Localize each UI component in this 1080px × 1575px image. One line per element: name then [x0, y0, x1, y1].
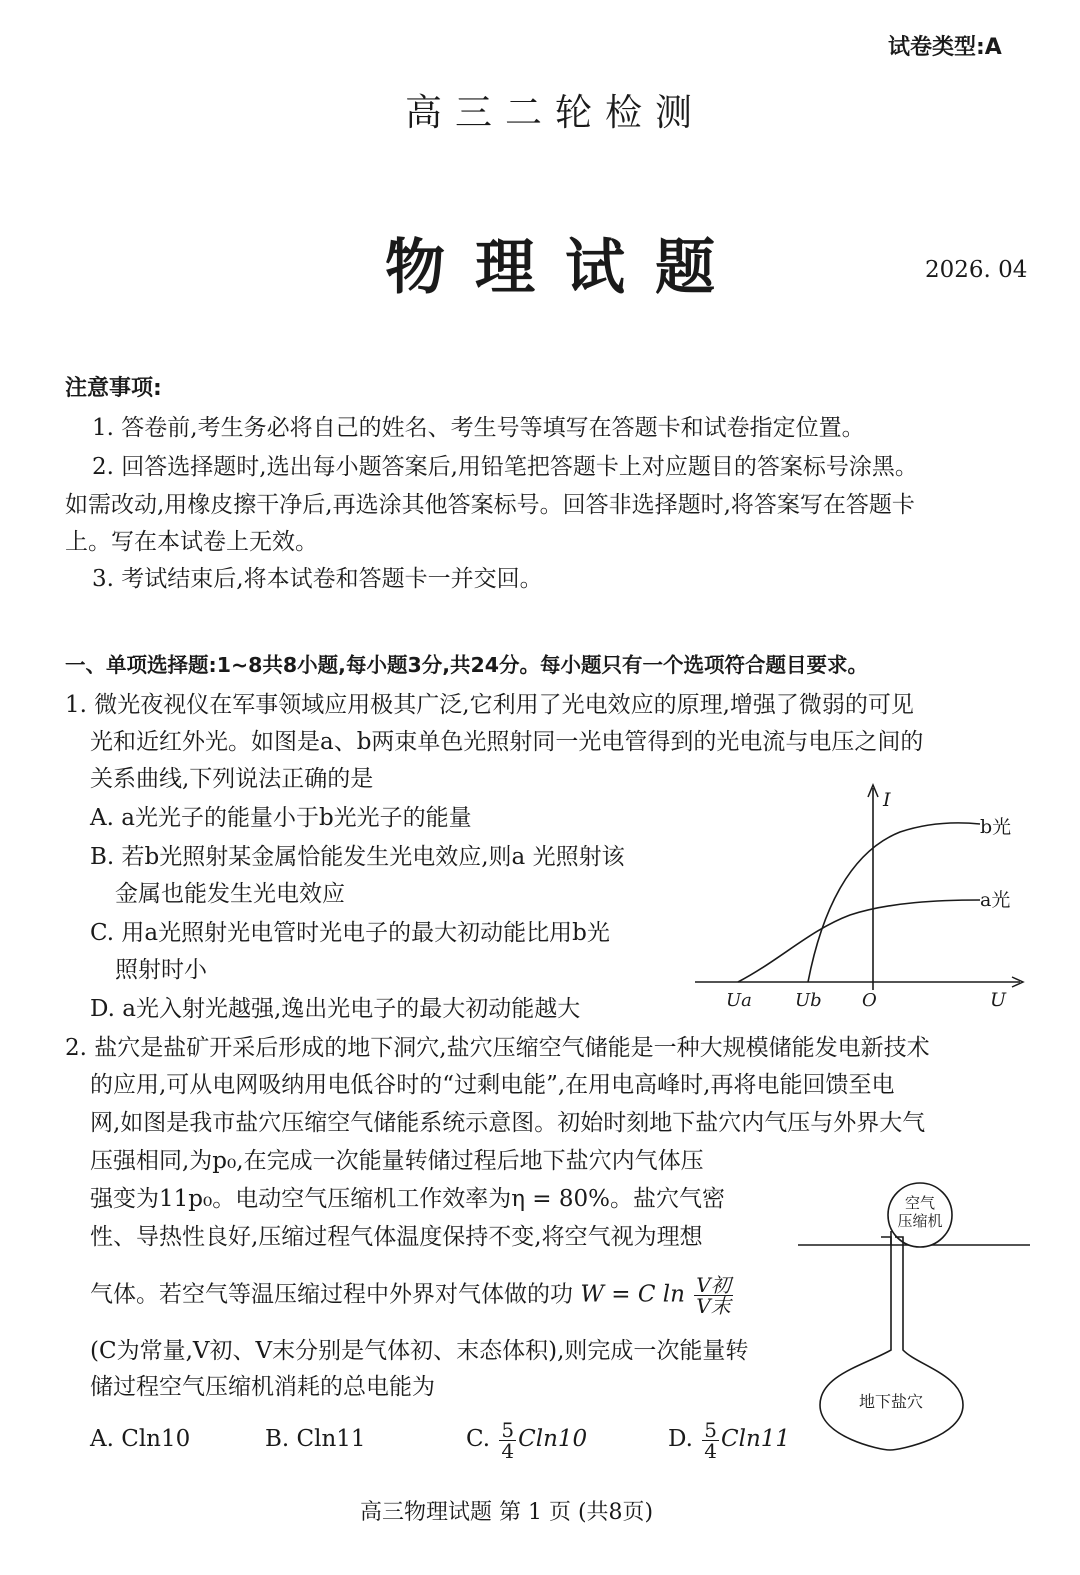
q2-option-a: A. Cln10	[90, 1426, 191, 1452]
notice-item-2-line3: 上。写在本试卷上无效。	[65, 529, 318, 555]
q2-stem-line5: 强变为11p₀。电动空气压缩机工作效率为η = 80%。盐穴气密	[90, 1186, 726, 1212]
q1-option-c-line1: C. 用a光照射光电管时光电子的最大初动能比用b光	[90, 920, 610, 946]
origin-label: O	[862, 990, 877, 1011]
option-d-denominator: 4	[704, 1438, 717, 1463]
q2-stem-line1: 2. 盐穴是盐矿开采后形成的地下洞穴,盐穴压缩空气储能是一种大规模储能发电新技术	[65, 1035, 930, 1061]
cave-label: 地下盐穴	[858, 1392, 924, 1411]
cave-outline	[820, 1237, 963, 1450]
label-b-light: b光	[980, 816, 1012, 838]
q2-stem-line6: 性、导热性良好,压缩过程气体温度保持不变,将空气视为理想	[90, 1224, 703, 1250]
option-d-letter: D.	[668, 1426, 693, 1452]
q2-stem-line9: 储过程空气压缩机消耗的总电能为	[90, 1374, 435, 1400]
page-title: 物理试题	[385, 233, 745, 303]
paper-type-label: 试卷类型:A	[888, 35, 1002, 60]
page-footer: 高三物理试题 第 1 页 (共8页)	[360, 1500, 654, 1525]
label-a-light: a光	[980, 889, 1011, 911]
fraction-denominator: V末	[696, 1294, 731, 1318]
notice-item-3: 3. 考试结束后,将本试卷和答题卡一并交回。	[92, 566, 543, 592]
tick-ua: Ua	[726, 990, 752, 1011]
curve-b-light	[808, 823, 980, 982]
volume-ratio-fraction	[694, 1275, 732, 1316]
x-axis-label: U	[990, 989, 1007, 1011]
q2-stem-line2: 的应用,可从电网吸纳用电低谷时的“过剩电能”,在用电高峰时,再将电能回馈至电	[90, 1072, 895, 1098]
q2-stem-line4: 压强相同,为p₀,在完成一次能量转储过程后地下盐穴内气体压	[90, 1148, 704, 1174]
q1-option-a: A. a光光子的能量小于b光光子的能量	[90, 805, 472, 831]
notice-item-1: 1. 答卷前,考生务必将自己的姓名、考生号等填写在答题卡和试卷指定位置。	[92, 415, 865, 441]
option-c-denominator: 4	[501, 1438, 515, 1463]
notice-item-2-line1: 2. 回答选择题时,选出每小题答案后,用铅笔把答题卡上对应题目的答案标号涂黑。	[92, 454, 918, 480]
fraction-numerator: V初	[696, 1273, 731, 1297]
tick-ub: Ub	[795, 990, 822, 1011]
q2-option-d	[668, 1410, 790, 1468]
notice-item-2-line2: 如需改动,用橡皮擦干净后,再选涂其他答案标号。回答非选择题时,将答案写在答题卡	[65, 492, 915, 518]
work-formula: W = C ln	[580, 1281, 685, 1308]
q1-option-b-line1: B. 若b光照射某金属恰能发生光电效应,则a 光照射该	[90, 844, 625, 870]
q2-stem-line8: (C为常量,V初、V末分别是气体初、末态体积),则完成一次能量转	[90, 1338, 749, 1364]
salt-cave-diagram	[795, 1175, 1045, 1465]
q1-iv-graph	[690, 780, 1030, 1020]
q2-line7-text: 气体。若空气等温压缩过程中外界对气体做的功	[90, 1281, 573, 1308]
y-axis-label: I	[883, 789, 891, 811]
option-c-fraction	[499, 1417, 516, 1463]
notice-heading: 注意事项:	[65, 376, 162, 401]
option-c-numerator: 5	[501, 1417, 515, 1442]
option-c-letter: C.	[466, 1426, 491, 1452]
q1-option-d: D. a光入射光越强,逸出光电子的最大初动能越大	[90, 996, 581, 1022]
exam-name: 高三二轮检测	[405, 91, 705, 134]
q1-option-b-line2: 金属也能发生光电效应	[115, 881, 345, 907]
q2-stem-line3: 网,如图是我市盐穴压缩空气储能系统示意图。初始时刻地下盐穴内气压与外界大气	[90, 1110, 926, 1136]
option-c-expression: Cln10	[518, 1426, 588, 1452]
q2-option-c	[466, 1410, 587, 1468]
q2-stem-line7	[90, 1275, 735, 1316]
curve-a-light	[738, 900, 980, 982]
q1-stem-line3: 关系曲线,下列说法正确的是	[90, 766, 374, 792]
q1-stem-line2: 光和近红外光。如图是a、b两束单色光照射同一光电管得到的光电流与电压之间的	[90, 729, 924, 755]
q1-stem-line1: 1. 微光夜视仪在军事领域应用极其广泛,它利用了光电效应的原理,增强了微弱的可见	[65, 692, 914, 718]
section-1-heading: 一、单项选择题:1~8共8小题,每小题3分,共24分。每小题只有一个选项符合题目要求。	[65, 653, 869, 677]
q1-option-c-line2: 照射时小	[115, 957, 207, 983]
option-d-fraction	[702, 1417, 719, 1463]
compressor-label-line1: 空气	[904, 1194, 936, 1212]
exam-date: 2026. 04	[925, 257, 1028, 283]
option-d-expression: Cln11	[720, 1426, 791, 1452]
option-d-numerator: 5	[704, 1417, 717, 1442]
compressor-label-line2: 压缩机	[897, 1212, 943, 1230]
q2-option-b: B. Cln11	[265, 1426, 366, 1452]
